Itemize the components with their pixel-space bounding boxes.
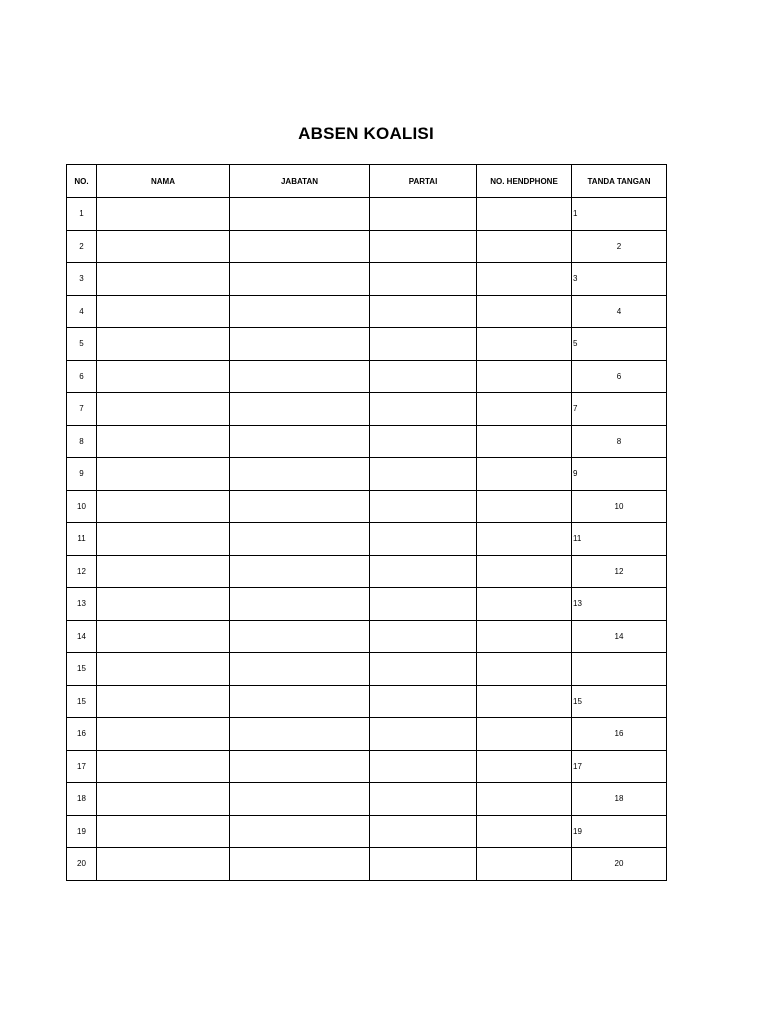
partai-cell[interactable] bbox=[370, 718, 477, 751]
hendphone-cell[interactable] bbox=[477, 848, 572, 881]
jabatan-cell[interactable] bbox=[230, 458, 370, 491]
partai-cell[interactable] bbox=[370, 685, 477, 718]
jabatan-cell[interactable] bbox=[230, 848, 370, 881]
signature-number: 12 bbox=[614, 566, 624, 576]
jabatan-cell[interactable] bbox=[230, 523, 370, 556]
partai-cell[interactable] bbox=[370, 198, 477, 231]
table-row bbox=[67, 588, 667, 621]
nama-cell[interactable] bbox=[97, 360, 230, 393]
row-number-cell: 13 bbox=[67, 588, 97, 621]
table-body bbox=[67, 198, 667, 881]
column-header-tanda-tangan: TANDA TANGAN bbox=[572, 165, 667, 198]
row-number-cell: 16 bbox=[67, 718, 97, 751]
signature-cell[interactable] bbox=[572, 718, 667, 751]
hendphone-cell[interactable] bbox=[477, 393, 572, 426]
row-number-cell: 2 bbox=[67, 230, 97, 263]
table-row bbox=[67, 620, 667, 653]
partai-cell[interactable] bbox=[370, 490, 477, 523]
table-row bbox=[67, 230, 667, 263]
signature-cell[interactable] bbox=[572, 685, 667, 718]
partai-cell[interactable] bbox=[370, 328, 477, 361]
hendphone-cell[interactable] bbox=[477, 328, 572, 361]
hendphone-cell[interactable] bbox=[477, 523, 572, 556]
signature-cell[interactable] bbox=[572, 198, 667, 231]
column-header-no: NO. bbox=[67, 165, 97, 198]
signature-number: 17 bbox=[573, 761, 582, 771]
row-number-cell: 12 bbox=[67, 555, 97, 588]
nama-cell[interactable] bbox=[97, 783, 230, 816]
partai-cell[interactable] bbox=[370, 815, 477, 848]
jabatan-cell[interactable] bbox=[230, 783, 370, 816]
attendance-table bbox=[66, 164, 667, 881]
partai-cell[interactable] bbox=[370, 425, 477, 458]
table-row bbox=[67, 653, 667, 686]
column-header-nama: NAMA bbox=[97, 165, 230, 198]
table-row bbox=[67, 555, 667, 588]
hendphone-cell[interactable] bbox=[477, 620, 572, 653]
nama-cell[interactable] bbox=[97, 555, 230, 588]
signature-number: 14 bbox=[614, 631, 624, 641]
hendphone-cell[interactable] bbox=[477, 295, 572, 328]
jabatan-cell[interactable] bbox=[230, 588, 370, 621]
nama-cell[interactable] bbox=[97, 328, 230, 361]
signature-number: 2 bbox=[616, 241, 622, 251]
signature-cell[interactable] bbox=[572, 523, 667, 556]
nama-cell[interactable] bbox=[97, 620, 230, 653]
row-number-cell: 1 bbox=[67, 198, 97, 231]
partai-cell[interactable] bbox=[370, 620, 477, 653]
jabatan-cell[interactable] bbox=[230, 230, 370, 263]
signature-number: 10 bbox=[614, 501, 624, 511]
table-row bbox=[67, 295, 667, 328]
column-header-partai: PARTAI bbox=[370, 165, 477, 198]
jabatan-cell[interactable] bbox=[230, 263, 370, 296]
table-row bbox=[67, 783, 667, 816]
signature-cell[interactable] bbox=[572, 620, 667, 653]
hendphone-cell[interactable] bbox=[477, 230, 572, 263]
jabatan-cell[interactable] bbox=[230, 685, 370, 718]
nama-cell[interactable] bbox=[97, 458, 230, 491]
row-number-cell: 3 bbox=[67, 263, 97, 296]
signature-cell[interactable] bbox=[572, 360, 667, 393]
column-header-no-hendphone: NO. HENDPHONE bbox=[477, 165, 572, 198]
signature-number: 13 bbox=[573, 599, 582, 609]
signature-number: 19 bbox=[573, 826, 582, 836]
row-number-cell: 18 bbox=[67, 783, 97, 816]
jabatan-cell[interactable] bbox=[230, 555, 370, 588]
partai-cell[interactable] bbox=[370, 458, 477, 491]
signature-number: 8 bbox=[616, 436, 622, 446]
row-number-cell: 4 bbox=[67, 295, 97, 328]
jabatan-cell[interactable] bbox=[230, 198, 370, 231]
row-number-cell: 9 bbox=[67, 458, 97, 491]
hendphone-cell[interactable] bbox=[477, 783, 572, 816]
table-row bbox=[67, 328, 667, 361]
row-number-cell: 20 bbox=[67, 848, 97, 881]
nama-cell[interactable] bbox=[97, 295, 230, 328]
signature-cell[interactable] bbox=[572, 588, 667, 621]
nama-cell[interactable] bbox=[97, 425, 230, 458]
nama-cell[interactable] bbox=[97, 230, 230, 263]
table-row bbox=[67, 718, 667, 751]
page-title: ABSEN KOALISI bbox=[298, 124, 434, 143]
row-number-cell: 5 bbox=[67, 328, 97, 361]
row-number-cell: 10 bbox=[67, 490, 97, 523]
nama-cell[interactable] bbox=[97, 393, 230, 426]
partai-cell[interactable] bbox=[370, 295, 477, 328]
signature-number: 3 bbox=[573, 274, 578, 284]
partai-cell[interactable] bbox=[370, 360, 477, 393]
signature-cell[interactable] bbox=[572, 328, 667, 361]
partai-cell[interactable] bbox=[370, 848, 477, 881]
signature-cell[interactable] bbox=[572, 230, 667, 263]
partai-cell[interactable] bbox=[370, 555, 477, 588]
hendphone-cell[interactable] bbox=[477, 685, 572, 718]
table-row bbox=[67, 685, 667, 718]
nama-cell[interactable] bbox=[97, 523, 230, 556]
nama-cell[interactable] bbox=[97, 718, 230, 751]
table-row bbox=[67, 490, 667, 523]
signature-number: 5 bbox=[573, 339, 578, 349]
signature-number: 16 bbox=[614, 729, 624, 739]
partai-cell[interactable] bbox=[370, 263, 477, 296]
partai-cell[interactable] bbox=[370, 653, 477, 686]
nama-cell[interactable] bbox=[97, 588, 230, 621]
signature-number: 4 bbox=[616, 306, 622, 316]
signature-number: 9 bbox=[573, 469, 578, 479]
nama-cell[interactable] bbox=[97, 653, 230, 686]
row-number-cell: 19 bbox=[67, 815, 97, 848]
row-number-cell: 8 bbox=[67, 425, 97, 458]
nama-cell[interactable] bbox=[97, 750, 230, 783]
table-row bbox=[67, 198, 667, 231]
signature-cell[interactable] bbox=[572, 555, 667, 588]
signature-number: 6 bbox=[616, 371, 622, 381]
signature-cell[interactable] bbox=[572, 393, 667, 426]
nama-cell[interactable] bbox=[97, 848, 230, 881]
partai-cell[interactable] bbox=[370, 750, 477, 783]
jabatan-cell[interactable] bbox=[230, 620, 370, 653]
jabatan-cell[interactable] bbox=[230, 718, 370, 751]
partai-cell[interactable] bbox=[370, 230, 477, 263]
jabatan-cell[interactable] bbox=[230, 750, 370, 783]
jabatan-cell[interactable] bbox=[230, 653, 370, 686]
row-number-cell: 6 bbox=[67, 360, 97, 393]
signature-cell[interactable] bbox=[572, 490, 667, 523]
signature-cell[interactable] bbox=[572, 848, 667, 881]
table-row bbox=[67, 360, 667, 393]
nama-cell[interactable] bbox=[97, 198, 230, 231]
jabatan-cell[interactable] bbox=[230, 360, 370, 393]
signature-cell[interactable] bbox=[572, 815, 667, 848]
hendphone-cell[interactable] bbox=[477, 815, 572, 848]
nama-cell[interactable] bbox=[97, 815, 230, 848]
table-row bbox=[67, 523, 667, 556]
row-number-cell: 17 bbox=[67, 750, 97, 783]
signature-cell[interactable] bbox=[572, 750, 667, 783]
jabatan-cell[interactable] bbox=[230, 490, 370, 523]
jabatan-cell[interactable] bbox=[230, 425, 370, 458]
partai-cell[interactable] bbox=[370, 783, 477, 816]
nama-cell[interactable] bbox=[97, 490, 230, 523]
table-row bbox=[67, 425, 667, 458]
column-header-jabatan: JABATAN bbox=[230, 165, 370, 198]
signature-cell[interactable] bbox=[572, 653, 667, 686]
jabatan-cell[interactable] bbox=[230, 393, 370, 426]
signature-number: 7 bbox=[573, 404, 578, 414]
table-row bbox=[67, 393, 667, 426]
hendphone-cell[interactable] bbox=[477, 555, 572, 588]
jabatan-cell[interactable] bbox=[230, 815, 370, 848]
row-number-cell: 15 bbox=[67, 653, 97, 686]
nama-cell[interactable] bbox=[97, 263, 230, 296]
hendphone-cell[interactable] bbox=[477, 653, 572, 686]
partai-cell[interactable] bbox=[370, 393, 477, 426]
signature-cell[interactable] bbox=[572, 783, 667, 816]
hendphone-cell[interactable] bbox=[477, 588, 572, 621]
signature-number: 15 bbox=[573, 696, 582, 706]
hendphone-cell[interactable] bbox=[477, 718, 572, 751]
table-row bbox=[67, 848, 667, 881]
signature-number: 11 bbox=[573, 534, 582, 544]
jabatan-cell[interactable] bbox=[230, 295, 370, 328]
row-number-cell: 7 bbox=[67, 393, 97, 426]
row-number-cell: 15 bbox=[67, 685, 97, 718]
hendphone-cell[interactable] bbox=[477, 750, 572, 783]
signature-cell[interactable] bbox=[572, 425, 667, 458]
signature-number: 1 bbox=[573, 209, 578, 219]
hendphone-cell[interactable] bbox=[477, 490, 572, 523]
partai-cell[interactable] bbox=[370, 588, 477, 621]
signature-cell[interactable] bbox=[572, 295, 667, 328]
row-number-cell: 11 bbox=[67, 523, 97, 556]
table-row bbox=[67, 263, 667, 296]
table-row bbox=[67, 750, 667, 783]
hendphone-cell[interactable] bbox=[477, 263, 572, 296]
signature-number: 20 bbox=[614, 859, 624, 869]
table-row bbox=[67, 815, 667, 848]
hendphone-cell[interactable] bbox=[477, 458, 572, 491]
nama-cell[interactable] bbox=[97, 685, 230, 718]
jabatan-cell[interactable] bbox=[230, 328, 370, 361]
signature-cell[interactable] bbox=[572, 263, 667, 296]
table-row bbox=[67, 458, 667, 491]
row-number-cell: 14 bbox=[67, 620, 97, 653]
signature-number: 18 bbox=[614, 794, 624, 804]
table-header-row bbox=[67, 165, 667, 198]
hendphone-cell[interactable] bbox=[477, 425, 572, 458]
signature-cell[interactable] bbox=[572, 458, 667, 491]
hendphone-cell[interactable] bbox=[477, 198, 572, 231]
partai-cell[interactable] bbox=[370, 523, 477, 556]
hendphone-cell[interactable] bbox=[477, 360, 572, 393]
